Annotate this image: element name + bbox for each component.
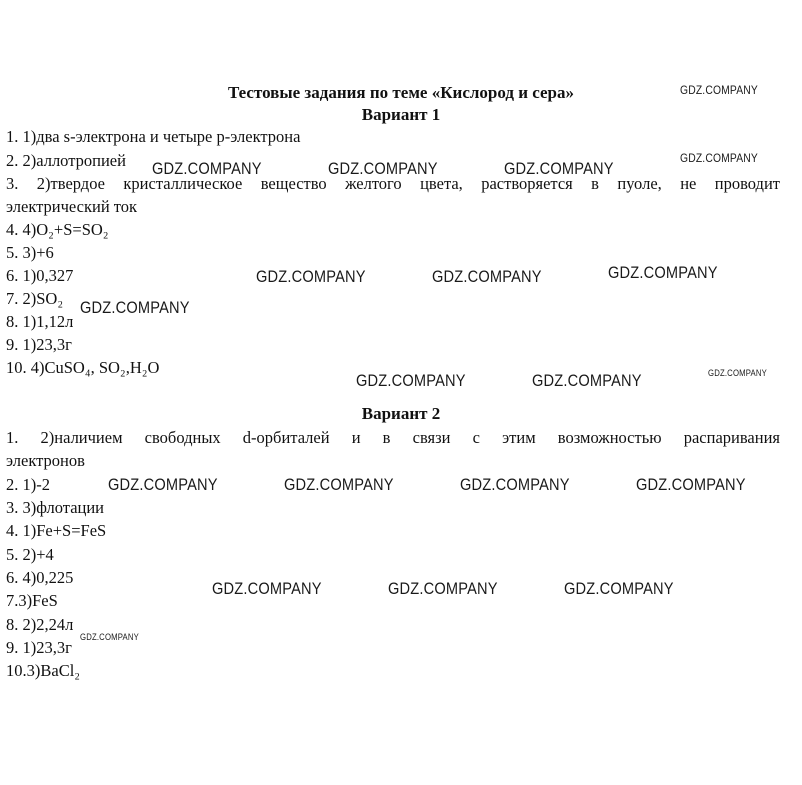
- variant-2-answer-8: 8. 2)2,24л: [6, 615, 74, 634]
- watermark: GDZ.COMPANY: [80, 298, 190, 317]
- variant-1-heading: Вариант 1: [361, 105, 441, 124]
- watermark: GDZ.COMPANY: [636, 475, 746, 494]
- variant-2-answer-3: 3. 3)флотации: [6, 498, 105, 517]
- watermark: GDZ.COMPANY: [284, 475, 394, 494]
- watermark: GDZ.COMPANY: [356, 371, 466, 390]
- watermark: GDZ.COMPANY: [460, 475, 570, 494]
- variant-1-answer-2: 2. 2)аллотропией: [6, 151, 126, 170]
- variant-1-answer-6: 6. 1)0,327: [6, 266, 74, 285]
- variant-2-answer-5: 5. 2)+4: [6, 545, 54, 564]
- watermark: GDZ.COMPANY: [680, 83, 758, 97]
- watermark: GDZ.COMPANY: [432, 267, 542, 286]
- watermark: GDZ.COMPANY: [212, 579, 322, 598]
- watermark: GDZ.COMPANY: [680, 151, 758, 165]
- variant-1-answer-1: 1. 1)два s-электрона и четыре p-электрона: [6, 127, 301, 146]
- variant-1-answer-8: 8. 1)1,12л: [6, 312, 74, 331]
- variant-2-answer-2: 2. 1)-2: [6, 475, 50, 494]
- variant-1-answer-3: 3. 2)твердое кристаллическое вещество желтого цвета, растворяется в пуоле, не проводит: [6, 174, 780, 193]
- watermark: GDZ.COMPANY: [328, 159, 438, 178]
- variant-2-answer-1: 1. 2)наличием свободных d-орбиталей и в связи с этим возможностью распаривания: [6, 428, 780, 447]
- watermark: GDZ.COMPANY: [80, 632, 139, 642]
- variant-1-answer-5: 5. 3)+6: [6, 243, 54, 262]
- watermark: GDZ.COMPANY: [608, 263, 718, 282]
- variant-2-answer-1-cont: электронов: [6, 451, 85, 470]
- watermark: GDZ.COMPANY: [152, 159, 262, 178]
- variant-2-heading: Вариант 2: [361, 404, 441, 423]
- variant-2-answer-4: 4. 1)Fe+S=FeS: [6, 521, 107, 540]
- variant-1-answer-4: 4. 4)O₂+S=SO₂: [6, 220, 109, 239]
- watermark: GDZ.COMPANY: [388, 579, 498, 598]
- variant-2-answer-10: 10.3)BaCl₂: [6, 661, 81, 680]
- watermark: GDZ.COMPANY: [532, 371, 642, 390]
- variant-2-answer-9: 9. 1)23,3г: [6, 638, 72, 657]
- variant-1-answer-10: 10. 4)CuSO₄, SO₂,H₂O: [6, 358, 160, 377]
- variant-1-answer-7: 7. 2)SO₂: [6, 289, 64, 308]
- watermark: GDZ.COMPANY: [108, 475, 218, 494]
- variant-2-answer-7: 7.3)FeS: [6, 591, 58, 610]
- variant-1-answer-9: 9. 1)23,3г: [6, 335, 72, 354]
- variant-1-answer-3-cont: электрический ток: [6, 197, 138, 216]
- variant-2-answer-6: 6. 4)0,225: [6, 568, 74, 587]
- watermark: GDZ.COMPANY: [708, 368, 767, 378]
- document-title: Тестовые задания по теме «Кислород и сера»: [227, 83, 575, 102]
- watermark: GDZ.COMPANY: [564, 579, 674, 598]
- watermark: GDZ.COMPANY: [504, 159, 614, 178]
- watermark: GDZ.COMPANY: [256, 267, 366, 286]
